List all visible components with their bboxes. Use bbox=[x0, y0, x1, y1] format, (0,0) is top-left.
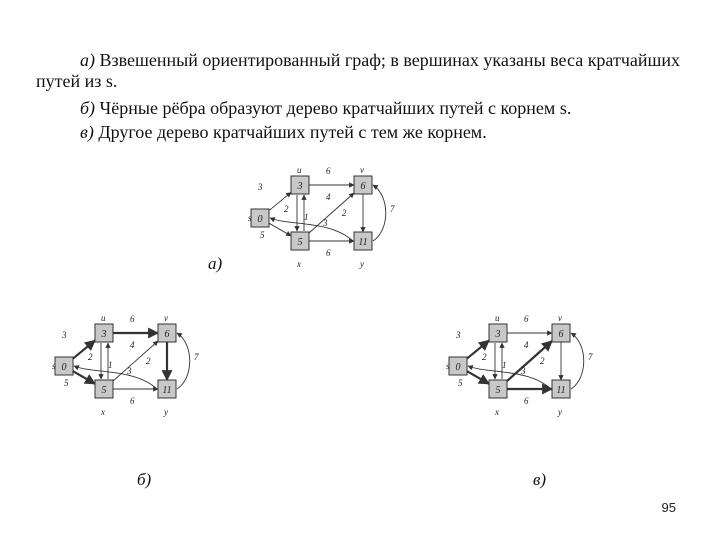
vertex-name-y: y bbox=[360, 259, 364, 269]
edge-weight-x-v: 4 bbox=[524, 340, 529, 350]
edge-weight-s-x: 5 bbox=[260, 230, 265, 240]
caption-c-label: в) bbox=[80, 122, 94, 142]
vertex-distance-s: 0 bbox=[455, 362, 461, 373]
vertex-name-s: s bbox=[52, 361, 56, 371]
vertex-name-u: u bbox=[101, 313, 106, 323]
caption-c bbox=[36, 122, 688, 143]
edge-y-v bbox=[571, 333, 584, 389]
vertex-name-v: v bbox=[558, 313, 562, 323]
edge-weight-y-v: 7 bbox=[390, 204, 395, 214]
edge-y-v bbox=[177, 333, 190, 389]
edge-weight-u-x: 2 bbox=[284, 204, 289, 214]
edge-weight-u-x: 2 bbox=[482, 352, 487, 362]
vertex-distance-y: 11 bbox=[556, 385, 566, 396]
edge-weight-x-y: 6 bbox=[326, 248, 331, 258]
caption-a-label: а) bbox=[80, 50, 95, 70]
vertex-name-u: u bbox=[297, 165, 302, 175]
vertex-name-y: y bbox=[164, 407, 168, 417]
vertex-name-x: x bbox=[101, 407, 105, 417]
edge-weight-y-s: 3 bbox=[127, 366, 132, 376]
edge-weight-v-y: 2 bbox=[540, 356, 545, 366]
edge-weight-v-y: 2 bbox=[146, 356, 151, 366]
vertex-distance-s: 0 bbox=[257, 214, 263, 225]
edge-weight-u-x: 2 bbox=[88, 352, 93, 362]
vertex-name-s: s bbox=[446, 361, 450, 371]
edge-weight-s-x: 5 bbox=[64, 378, 69, 388]
vertex-distance-u: 3 bbox=[297, 181, 303, 192]
vertex-distance-x: 5 bbox=[101, 385, 107, 396]
edge-x-v bbox=[113, 341, 158, 381]
edge-weight-x-u: 1 bbox=[108, 360, 113, 370]
edge-weight-x-v: 4 bbox=[130, 340, 135, 350]
edge-s-x bbox=[269, 223, 291, 236]
vertex-distance-x: 5 bbox=[297, 237, 303, 248]
edge-weight-s-x: 5 bbox=[458, 378, 463, 388]
edge-y-s bbox=[74, 366, 157, 389]
vertex-name-u: u bbox=[495, 313, 500, 323]
panel-b-label: б) bbox=[137, 470, 152, 489]
caption-b bbox=[36, 98, 688, 119]
caption-b-text: Чёрные рёбра образуют дерево кратчайших путей с корнем s. bbox=[99, 98, 572, 118]
graph-panel-a bbox=[240, 160, 410, 270]
caption-a-text: Взвешенный ориентированный граф; в вершинах указаны веса кратчайших путей из s. bbox=[36, 50, 680, 91]
page-number: 95 bbox=[661, 500, 676, 515]
edge-weight-v-y: 2 bbox=[342, 208, 347, 218]
edge-s-x bbox=[467, 371, 489, 384]
vertex-name-x: x bbox=[297, 259, 301, 269]
edge-weight-u-v: 6 bbox=[130, 314, 135, 324]
vertex-distance-y: 11 bbox=[162, 385, 172, 396]
vertex-name-v: v bbox=[360, 165, 364, 175]
edge-weight-x-y: 6 bbox=[130, 396, 135, 406]
vertex-distance-v: 6 bbox=[558, 329, 564, 340]
caption-b-label: б) bbox=[80, 98, 96, 118]
edge-weight-x-y: 6 bbox=[524, 396, 529, 406]
vertex-name-v: v bbox=[164, 313, 168, 323]
caption-c-text: Другое дерево кратчайших путей с тем же корнем. bbox=[98, 122, 487, 142]
edge-weight-y-s: 3 bbox=[521, 366, 526, 376]
graph-panel-b bbox=[44, 308, 214, 418]
edge-weight-y-s: 3 bbox=[323, 218, 328, 228]
edge-y-v bbox=[373, 185, 386, 241]
graph-panel-c bbox=[438, 308, 608, 418]
edge-weight-s-u: 3 bbox=[456, 330, 461, 340]
panel-c-label: в) bbox=[533, 470, 547, 489]
edge-y-s bbox=[270, 218, 353, 241]
panel-a-label: а) bbox=[208, 254, 223, 273]
vertex-distance-v: 6 bbox=[164, 329, 170, 340]
edge-weight-x-u: 1 bbox=[304, 212, 309, 222]
edge-weight-y-v: 7 bbox=[588, 352, 593, 362]
vertex-distance-v: 6 bbox=[360, 181, 366, 192]
vertex-distance-u: 3 bbox=[495, 329, 501, 340]
vertex-name-y: y bbox=[558, 407, 562, 417]
edge-s-x bbox=[73, 371, 95, 384]
edge-weight-u-v: 6 bbox=[524, 314, 529, 324]
edge-weight-y-v: 7 bbox=[194, 352, 199, 362]
edge-weight-x-u: 1 bbox=[502, 360, 507, 370]
vertex-distance-x: 5 bbox=[495, 385, 501, 396]
vertex-distance-s: 0 bbox=[61, 362, 67, 373]
vertex-distance-u: 3 bbox=[101, 329, 107, 340]
caption-a bbox=[36, 50, 688, 92]
edge-weight-s-u: 3 bbox=[62, 330, 67, 340]
vertex-name-s: s bbox=[248, 213, 252, 223]
vertex-name-x: x bbox=[495, 407, 499, 417]
edge-weight-x-v: 4 bbox=[326, 192, 331, 202]
edge-weight-s-u: 3 bbox=[258, 182, 263, 192]
edge-weight-u-v: 6 bbox=[326, 166, 331, 176]
edge-x-v bbox=[309, 193, 354, 233]
vertex-distance-y: 11 bbox=[358, 237, 368, 248]
edge-x-v bbox=[507, 341, 552, 381]
